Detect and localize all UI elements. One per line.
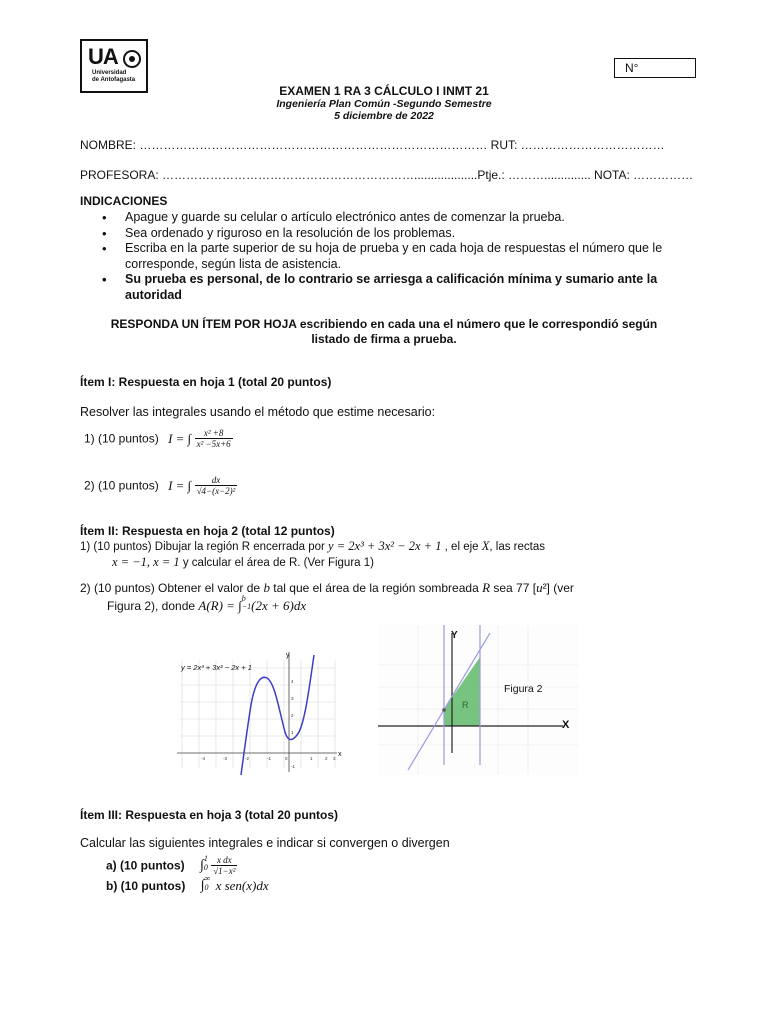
logo-name-line2: de Antofagasta <box>92 77 136 83</box>
item3-b <box>106 874 269 894</box>
item1-q2-lhs: I = ∫ <box>168 477 192 493</box>
item2-q2-unit: u <box>536 580 543 595</box>
figure2-axis-y-label: Y <box>451 630 458 641</box>
item3-a-den: √1−x² <box>213 866 236 876</box>
logo-seal-icon <box>122 49 142 69</box>
item3-b-integrand: x sen(x)dx <box>215 878 269 893</box>
item1-q1-lhs: I = ∫ <box>168 430 192 446</box>
item2-q2-text-b: tal que el área de la región sombreada <box>269 581 483 595</box>
figure1-x-tick: -4 <box>201 756 206 761</box>
item2-q1-text-b: , el eje <box>441 541 482 553</box>
logo-mark: UA <box>88 44 118 69</box>
respond-rest2: listado de firma a prueba. <box>311 332 457 346</box>
item3-b-limit-upper: ∞ <box>204 874 211 883</box>
item3-b-label: b) (10 puntos) <box>106 879 186 893</box>
item1-title: Ítem I: Respuesta en hoja 1 (total 20 puntos) <box>80 375 332 389</box>
figure1-axis-y-label: y <box>286 652 290 659</box>
figure1-x-tick: -2 <box>245 756 250 761</box>
item2-q2-limit-lower: −1 <box>241 601 252 611</box>
item2-q2-R: R <box>482 580 491 595</box>
item2-q2-line1 <box>80 580 574 596</box>
item2-q2-limit-upper: b <box>241 593 246 603</box>
figure1-x-tick: 2 <box>325 756 328 761</box>
figure1-axis-x-label: x <box>338 751 342 758</box>
item3-a-limit-upper: 1 <box>203 853 208 863</box>
item3-a-integral-sign: ∫ <box>200 857 204 873</box>
figure1-y-tick: 4 <box>291 679 294 684</box>
item1-q2 <box>84 475 237 496</box>
item3-a-num: x dx <box>211 855 237 866</box>
figure1-x-tick: -1 <box>267 756 272 761</box>
item3-a-limits <box>203 853 208 872</box>
item2-q2-line2-text: Figura 2), donde <box>107 599 199 613</box>
indicacion-item: • Su prueba es personal, de lo contrario se arriesga a calificación mínima y sumario ante la autoridad <box>100 272 700 303</box>
item3-a-label: a) (10 puntos) <box>106 858 185 873</box>
figure1-x-tick: -3 <box>223 756 228 761</box>
figure2-region-label: R <box>462 700 469 710</box>
indicaciones-list <box>100 210 700 303</box>
student-number-label: N° <box>625 61 639 75</box>
figure2-graph <box>378 625 578 775</box>
respond-instructions <box>78 317 690 347</box>
indicacion-item: • Apague y guarde su celular o artículo electrónico antes de comenzar la prueba. <box>100 210 700 226</box>
figure1-y-ticks <box>291 679 295 769</box>
student-number-box[interactable] <box>614 58 696 78</box>
figure2-axis-x-label: X <box>562 719 570 731</box>
indicacion-item: • Sea ordenado y riguroso en la resolución de los problemas. <box>100 226 700 242</box>
item3-intro: Calcular las siguientes integrales e indicar si convergen o divergen <box>80 836 450 850</box>
item2-q2-text-a: 2) (10 puntos) Obtener el valor de <box>80 581 264 595</box>
respond-rest1: escribiendo en cada una el número que le correspondió según <box>296 317 658 331</box>
figure1-y-tick: -1 <box>291 764 296 769</box>
item2-q1-line2-text: y calcular el área de R. (Ver Figura 1) <box>179 557 374 569</box>
figure1-function-label: y = 2x³ + 3x² − 2x + 1 <box>181 663 252 672</box>
item1-q2-den: √4−(x−2)² <box>196 486 236 496</box>
item2-q1-text-c: , las rectas <box>489 541 545 553</box>
figure1-y-tick: 1 <box>291 730 294 735</box>
nombre-rut-field[interactable]: NOMBRE: …………………………………………………………………………… RUT: ……………………………… <box>80 138 665 152</box>
item3-a <box>106 855 237 876</box>
item2-q2-limits <box>241 593 252 611</box>
figure1-y-tick: 3 <box>291 696 294 701</box>
item1-q2-label: 2) (10 puntos) <box>84 478 159 493</box>
item2-q1-text-a: 1) (10 puntos) Dibujar la región R encerrada por <box>80 541 329 553</box>
item1-q1-fraction <box>195 428 233 449</box>
indicacion-item: • Escriba en la parte superior de su hoja de prueba y en cada hoja de respuestas el número que le corresponde, según lista de asistencia. <box>100 241 700 272</box>
figure1-graph <box>175 650 340 775</box>
figure2-caption: Figura 2 <box>504 683 543 695</box>
figure1-x-tick: 3 <box>333 756 336 761</box>
item2-q1-axis-x: X <box>481 539 490 553</box>
figure1-x-tick: 1 <box>310 756 313 761</box>
figure2-point <box>442 708 446 712</box>
item1-intro: Resolver las integrales usando el método que estime necesario: <box>80 405 436 419</box>
item1-q2-fraction <box>195 475 238 496</box>
exam-title: EXAMEN 1 RA 3 CÁLCULO I INMT 21 <box>279 84 489 98</box>
item3-title: Ítem III: Respuesta en hoja 3 (total 20 puntos) <box>80 808 339 822</box>
figure1-y-tick: 2 <box>291 713 294 718</box>
item1-q1-label: 1) (10 puntos) <box>84 431 159 446</box>
item3-b-integral-sign: ∫ <box>200 878 205 893</box>
item2-q1-line1 <box>80 539 545 554</box>
item2-q1-lines-eq: x = −1, x = 1 <box>112 555 180 569</box>
figure1-grid <box>180 660 335 768</box>
item2-q2-text-d: ²] (ver <box>542 581 574 595</box>
figure1-x-ticks <box>201 756 336 761</box>
item2-q2-b-var: b <box>263 580 270 595</box>
figure1-curve <box>241 655 314 775</box>
item2-q2-area-eq: A(R) = ∫ <box>198 598 242 613</box>
item1-q1-num: x² +8 <box>195 428 233 439</box>
item1-q1 <box>84 428 233 449</box>
figure1-x-tick: 0 <box>285 756 288 761</box>
exam-date: 5 diciembre de 2022 <box>334 110 434 122</box>
item2-title: Ítem II: Respuesta en hoja 2 (total 12 puntos) <box>80 524 335 538</box>
profesora-ptje-nota-field[interactable]: PROFESORA: ………………………………………………………...................Ptje.: ……….............. NOTA: …………… <box>80 168 694 182</box>
item1-q1-den: x² −5x+6 <box>196 439 231 449</box>
item3-b-limit-lower: 0 <box>204 883 209 892</box>
item1-q2-num: dx <box>195 475 238 486</box>
item3-a-fraction <box>211 855 237 876</box>
indicaciones-heading: INDICACIONES <box>80 194 168 208</box>
item2-q2-integrand: (2x + 6)dx <box>251 598 307 613</box>
item2-q2-line2 <box>107 593 307 614</box>
exam-subtitle: Ingeniería Plan Común -Segundo Semestre <box>276 98 492 110</box>
logo-name-line1: Universidad <box>92 70 127 76</box>
item2-q2-text-c: sea 77 [ <box>490 581 537 595</box>
item3-a-limit-lower: 0 <box>203 862 208 872</box>
item2-q1-line2 <box>112 555 374 570</box>
item2-q1-equation: y = 2x³ + 3x² − 2x + 1 <box>328 539 442 553</box>
respond-bold: RESPONDA UN ÍTEM POR HOJA <box>110 317 297 331</box>
item3-b-limits <box>204 874 211 892</box>
